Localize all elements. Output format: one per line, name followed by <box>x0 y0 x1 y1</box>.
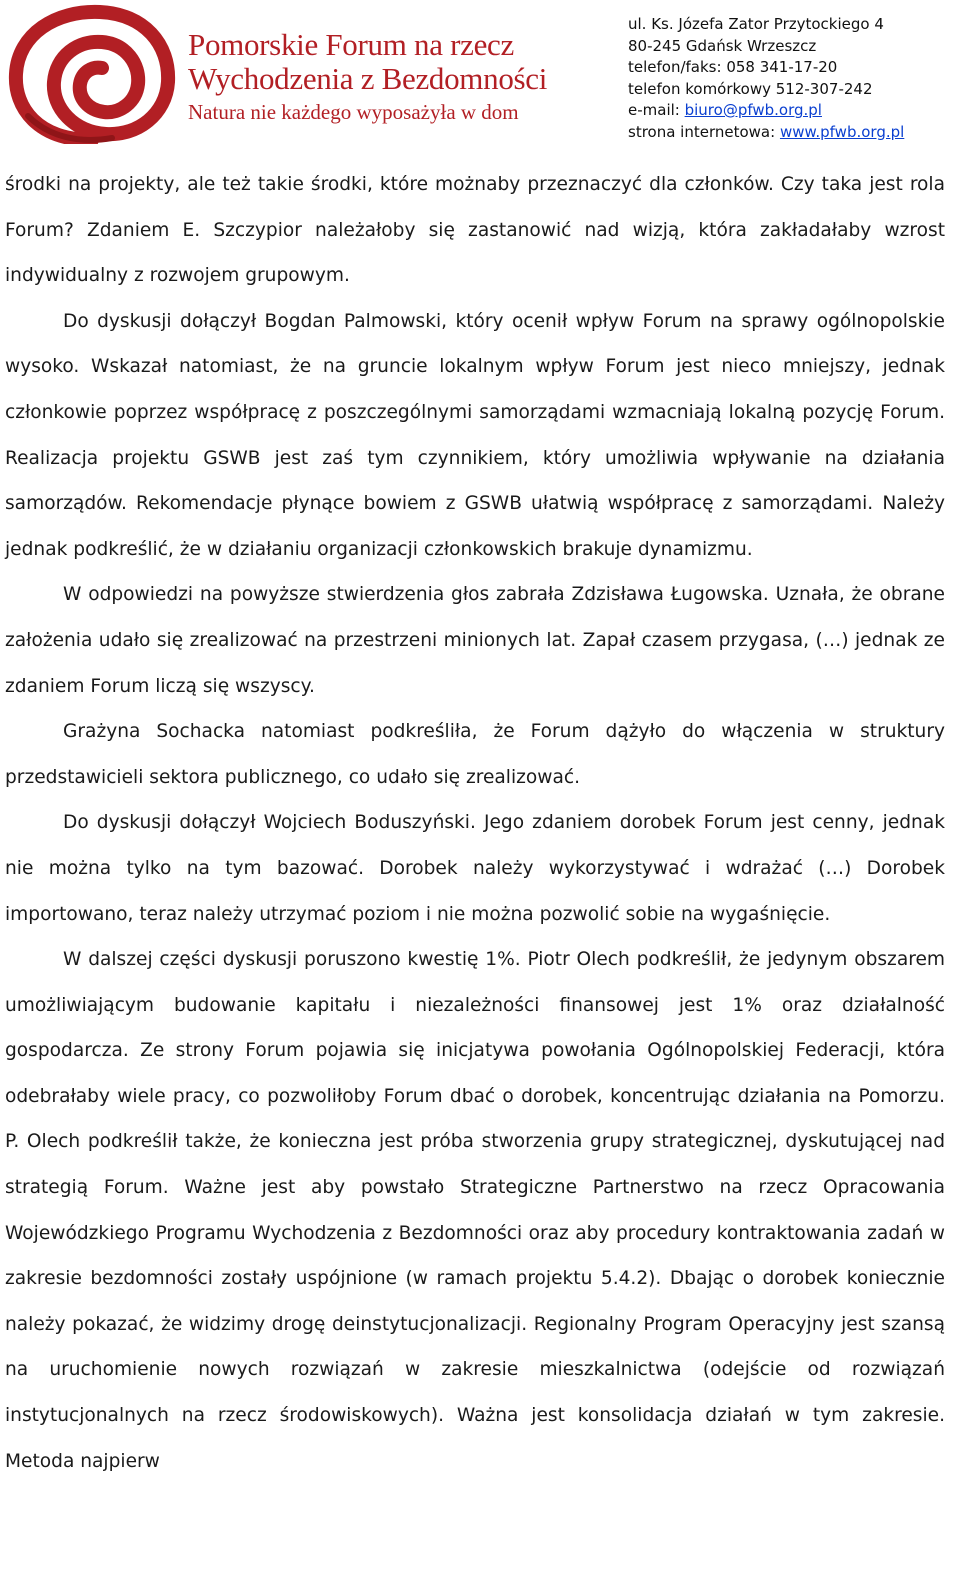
address-line-1: ul. Ks. Józefa Zator Przytockiego 4 <box>628 15 884 33</box>
paragraph: W odpowiedzi na powyższe stwierdzenia głos zabrała Zdzisława Ługowska. Uznała, że obrane założenia udało się zrealizować na przestrzeni minionych lat. Zapał czasem przygasa, (…) jednak ze zdaniem Forum liczą się wszyscy. <box>5 584 945 697</box>
website-row <box>628 122 958 144</box>
organization-name-line-1: Pomorskie Forum na rzecz <box>188 27 514 62</box>
letterhead <box>0 0 960 150</box>
organization-name-line-2: Wychodzenia z Bezdomności <box>188 61 548 96</box>
website-link[interactable]: www.pfwb.org.pl <box>779 122 905 141</box>
email-link[interactable]: biuro@pfwb.org.pl <box>684 101 822 119</box>
phone-fax: telefon/faks: 058 341-17-20 <box>628 58 838 76</box>
contact-block <box>628 14 958 143</box>
paragraph: Do dyskusji dołączył Bogdan Palmowski, który ocenił wpływ Forum na sprawy ogólnopolskie wysoko. Wskazał natomiast, że na gruncie lokalnym wpływ Forum jest nieco mniejszy, jednak członkowie poprzez współpracę z poszczególnymi samorządami wzmacniają lokalną pozycję Forum. Realizacja projektu GSWB jest zaś tym czynnikiem, który umożliwia wpływanie na działania samorządów. Rekomendacje płynące bowiem z GSWB ułatwią współpracę z samorządami. Należy jednak podkreślić, że w działaniu organizacji członkowskich brakuje dynamizmu. <box>5 310 945 560</box>
paragraph: Grażyna Sochacka natomiast podkreśliła, że Forum dążyło do włączenia w struktury przedstawicieli sektora publicznego, co udało się zrealizować. <box>5 721 945 788</box>
email-label: e-mail: <box>628 101 685 119</box>
spiral-shell-logo-icon <box>8 4 176 144</box>
address-line-2: 80-245 Gdańsk Wrzeszcz <box>628 36 817 55</box>
paragraph: W dalszej części dyskusji poruszono kwestię 1%. Piotr Olech podkreślił, że jedynym obszarem umożliwiającym budowanie kapitału i niezależności finansowej jest 1% oraz działalność gospodarcza. Ze strony Forum pojawia się inicjatywa powołania Ogólnopolskiej Federacji, która odebrałaby wiele pracy, co pozwoliłoby Forum dbać o dorobek, koncentrując działania na Pomorzu. P. Olech podkreślił także, że konieczna jest próba stworzenia grupy strategicznej, dyskutującej nad strategią Forum. Ważne jest aby powstało Strategiczne Partnerstwo na rzecz Opracowania Wojewódzkiego Programu Wychodzenia z Bezdomności oraz aby procedury kontraktowania zadań w zakresie bezdomności zostały uspójnione (w ramach projektu 5.4.2). Dbając o dorobek koniecznie należy pokazać, że widzimy drogę deinstytucjonalizacji. Regionalny Program Operacyjny jest szansą na uruchomienie nowych rozwiązań w zakresie mieszkalnictwa (odejście od rozwiązań instytucjonalnych na rzecz środowiskowych). Ważna jest konsolidacja działań w tym zakresie. Metoda najpierw <box>5 949 945 1472</box>
organization-tagline: Natura nie każdego wyposażyła w dom <box>188 100 519 124</box>
mobile-phone: telefon komórkowy 512-307-242 <box>628 79 873 98</box>
organization-name-block <box>188 28 618 125</box>
website-label: strona internetowa: <box>628 122 780 141</box>
paragraph: Do dyskusji dołączył Wojciech Boduszyński. Jego zdaniem dorobek Forum jest cenny, jednak nie można tylko na tym bazować. Dorobek należy wykorzystywać i wdrażać (…) Dorobek importowano, teraz należy utrzymać poziom i nie można pozwolić sobie na wygaśnięcie. <box>5 812 945 925</box>
email-row <box>628 100 958 122</box>
paragraph: środki na projekty, ale też takie środki, które możnaby przeznaczyć dla członków. Czy taka jest rola Forum? Zdaniem E. Szczypior należałoby się zastanowić nad wizją, która zakładałaby wzrost indywidualny z rozwojem grupowym. <box>5 174 945 287</box>
document-body <box>5 162 945 1484</box>
